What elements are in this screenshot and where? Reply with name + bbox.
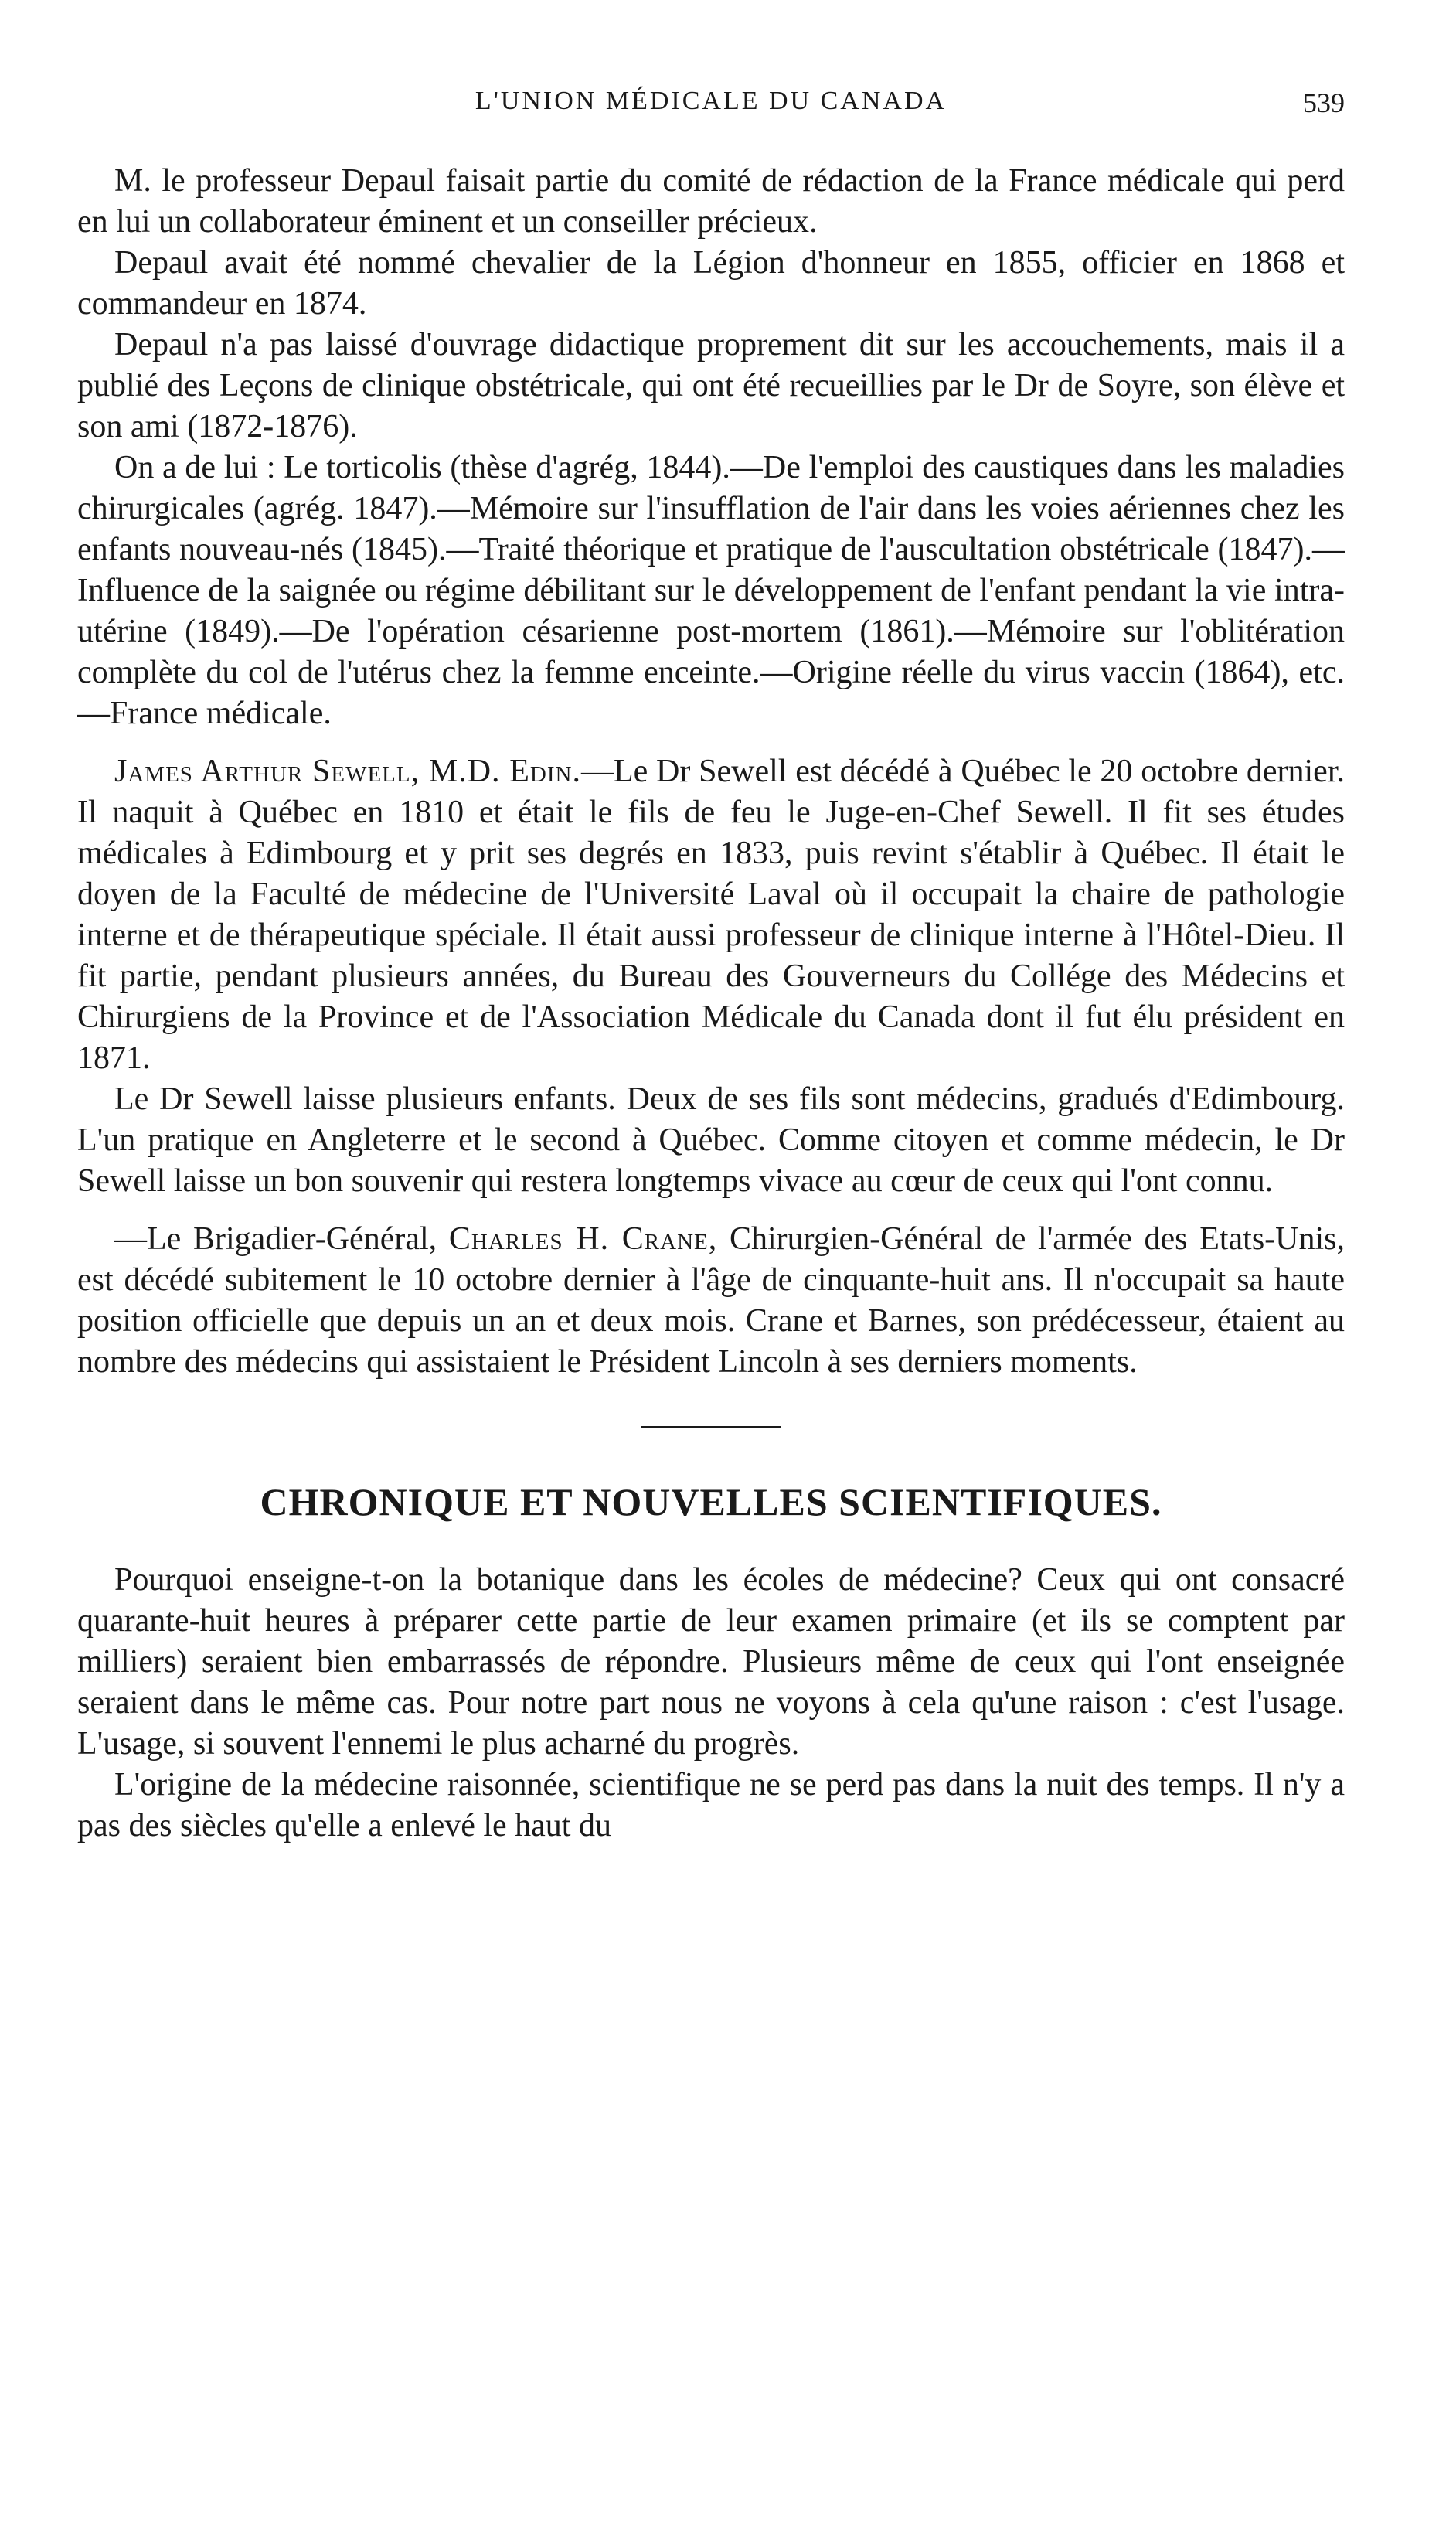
body-paragraph: Depaul avait été nommé chevalier de la Légion d'honneur en 1855, officier en 1868 et commandeur en 1874. <box>77 245 1345 322</box>
body-paragraph: Le Dr Sewell laisse plusieurs enfants. Deux de ses fils sont médecins, gradués d'Edimbourg. L'un pratique en Angleterre et le second à Québec. Comme citoyen et comme médecin, le Dr Sewell laisse un bon souvenir qui restera longtemps vivace au cœur de ceux qui l'ont connu. <box>77 1081 1345 1199</box>
body-paragraph: Pourquoi enseigne-t-on la botanique dans les écoles de médecine? Ceux qui ont consacré quarante-huit heures à préparer cette partie de leur examen primaire (et ils se comptent par milliers) seraient bien embarrassés de répondre. Plusieurs même de ceux qui l'ont enseignée seraient dans le même cas. Pour notre part nous ne voyons à cela qu'une raison : c'est l'usage. L'usage, si souvent l'ennemi le plus acharné du progrès. <box>77 1562 1345 1762</box>
page-number: 539 <box>1303 87 1345 118</box>
body-paragraph <box>77 751 1345 1079</box>
section-title: CHRONIQUE ET NOUVELLES SCIENTIFIQUES. <box>260 1480 1162 1523</box>
obituary-text: Chirurgien-Général de l'armée des Etats-Unis, est décédé subitement le 10 octobre dernier à l'âge de cinquante-huit ans. Il n'occupait sa haute position officielle que depuis un an et deux mois. Crane et Barnes, son prédécesseur, étaient au nombre des médecins qui assistaient le Président Lincoln à ses derniers moments. <box>77 1221 1345 1380</box>
obituary-text: —Le Dr Sewell est décédé à Québec le 20 octobre dernier. Il naquit à Québec en 1810 et était le fils de feu le Juge-en-Chef Sewell. Il fit ses études médicales à Edimbourg et y prit ses degrés en 1833, puis revint s'établir à Québec. Il était le doyen de la Faculté de médecine de l'Université Laval où il occupait la chaire de pathologie interne et de thérapeutique spéciale. Il était aussi professeur de clinique interne à l'Hôtel-Dieu. Il fit partie, pendant plusieurs années, du Bureau des Gouverneurs du Collége des Médecins et Chirurgiens de la Province et de l'Association Médicale du Canada dont il fut élu président en 1871. <box>77 754 1345 1076</box>
running-header <box>77 87 1345 133</box>
depaul-obituary <box>77 161 1345 734</box>
document-page <box>77 87 1345 2483</box>
body-paragraph <box>77 1219 1345 1383</box>
body-paragraph: M. le professeur Depaul faisait partie du comité de rédaction de la France médicale qui perd en lui un collaborateur éminent et un conseiller précieux. <box>77 163 1345 240</box>
running-title: L'UNION MÉDICALE DU CANADA <box>475 87 947 115</box>
body-paragraph: L'origine de la médecine raisonnée, scientifique ne se perd pas dans la nuit des temps. Il n'y a pas des siècles qu'elle a enlevé le haut du <box>77 1767 1345 1843</box>
obituary-lead: —Le Brigadier-Général, <box>114 1221 449 1257</box>
obituary-name: James Arthur Sewell, M.D. Edin. <box>114 754 581 789</box>
chronique-section <box>77 1560 1345 1847</box>
body-paragraph: Depaul n'a pas laissé d'ouvrage didactique proprement dit sur les accouchements, mais il a publié des Leçons de clinique obstétricale, qui ont été recueillies par le Dr de Soyre, son élève et son ami (1872-1876). <box>77 327 1345 444</box>
body-paragraph: On a de lui : Le torticolis (thèse d'agrég, 1844).—De l'emploi des caustiques dans les maladies chirurgicales (agrég. 1847).—Mémoire sur l'insufflation de l'air dans les voies aériennes chez les enfants nouveau-nés (1845).—Traité théorique et pratique de l'auscultation obstétricale (1847).—Influence de la saignée ou régime débilitant sur le développement de l'enfant pendant la vie intra-utérine (1849).—De l'opération césarienne post-mortem (1861).—Mémoire sur l'oblitération complète du col de l'utérus chez la femme enceinte.—Origine réelle du virus vaccin (1864), etc.—France médicale. <box>77 450 1345 731</box>
crane-obituary <box>77 1219 1345 1383</box>
sewell-obituary <box>77 751 1345 1202</box>
obituary-name: Charles H. Crane, <box>448 1221 718 1257</box>
section-divider <box>641 1426 781 1428</box>
